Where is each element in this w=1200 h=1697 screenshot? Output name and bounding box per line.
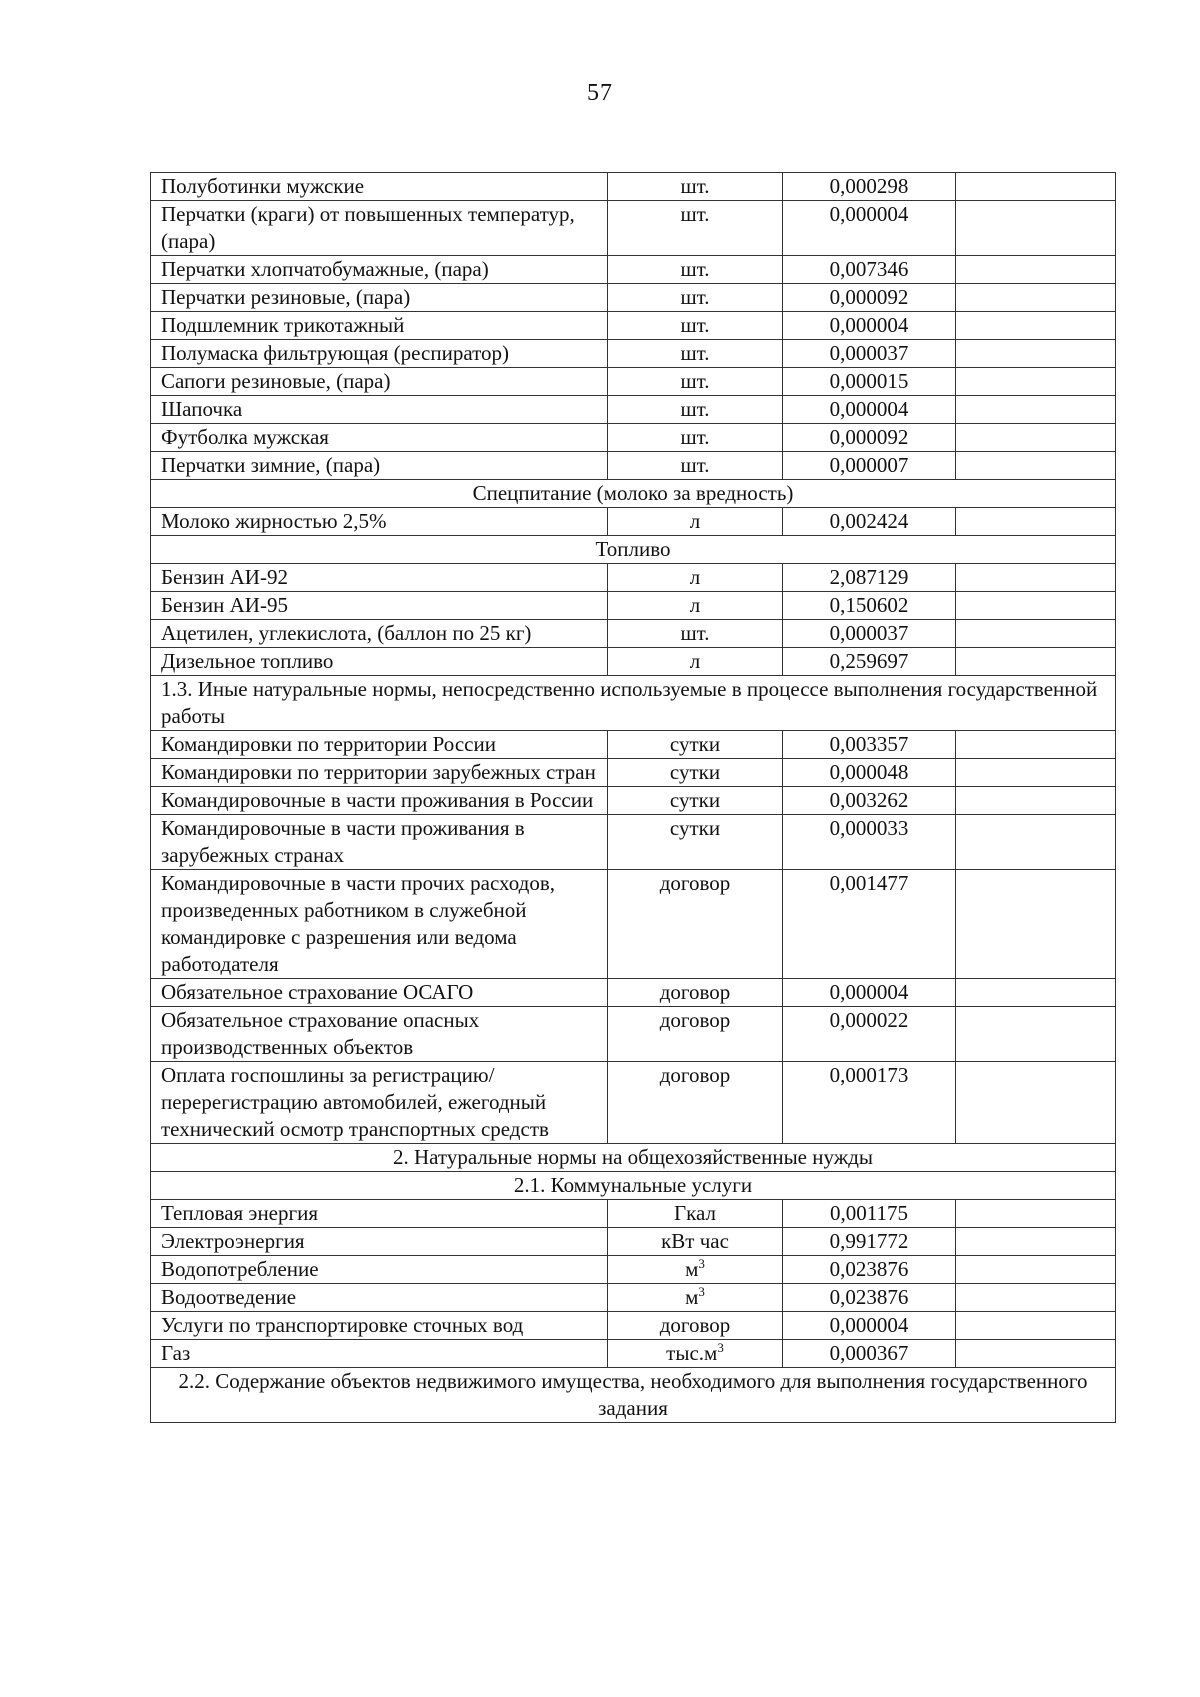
empty-cell bbox=[956, 1284, 1116, 1312]
empty-cell bbox=[956, 648, 1116, 676]
unit-text: л bbox=[689, 593, 701, 617]
value-cell: 0,150602 bbox=[783, 592, 956, 620]
table-row bbox=[151, 815, 1116, 870]
item-name-cell: Командировки по территории России bbox=[151, 731, 608, 759]
empty-cell bbox=[956, 424, 1116, 452]
unit-text: сутки bbox=[669, 760, 721, 784]
empty-cell bbox=[956, 1007, 1116, 1062]
unit-text: л bbox=[689, 649, 701, 673]
table-row bbox=[151, 508, 1116, 536]
section-title: 2.2. Содержание объектов недвижимого имущества, необходимого для выполнения государственного задания bbox=[151, 1368, 1116, 1423]
unit-cell bbox=[608, 396, 783, 424]
unit-text: сутки bbox=[669, 732, 721, 756]
table-row bbox=[151, 312, 1116, 340]
table-row bbox=[151, 787, 1116, 815]
table-row bbox=[151, 648, 1116, 676]
unit-cell bbox=[608, 815, 783, 870]
table-row bbox=[151, 284, 1116, 312]
table-row bbox=[151, 731, 1116, 759]
value-cell: 0,000037 bbox=[783, 340, 956, 368]
value-cell: 0,000298 bbox=[783, 173, 956, 201]
unit-text: л bbox=[689, 509, 701, 533]
unit-cell bbox=[608, 368, 783, 396]
item-name-cell: Молоко жирностью 2,5% bbox=[151, 508, 608, 536]
unit-text: шт. bbox=[680, 313, 710, 337]
unit-superscript: 3 bbox=[717, 1340, 724, 1355]
unit-cell bbox=[608, 452, 783, 480]
table-row bbox=[151, 340, 1116, 368]
item-name-cell: Бензин АИ-95 bbox=[151, 592, 608, 620]
item-name-cell: Тепловая энергия bbox=[151, 1200, 608, 1228]
value-cell: 0,007346 bbox=[783, 256, 956, 284]
value-cell: 0,000004 bbox=[783, 1312, 956, 1340]
value-cell: 0,003262 bbox=[783, 787, 956, 815]
unit-text: шт. bbox=[680, 202, 710, 226]
table-row bbox=[151, 173, 1116, 201]
value-cell: 0,001175 bbox=[783, 1200, 956, 1228]
value-cell: 0,000367 bbox=[783, 1340, 956, 1368]
unit-text: сутки bbox=[669, 816, 721, 840]
item-name-cell: Сапоги резиновые, (пара) bbox=[151, 368, 608, 396]
item-name-cell: Полумаска фильтрующая (респиратор) bbox=[151, 340, 608, 368]
item-name-cell: Обязательное страхование опасных производственных объектов bbox=[151, 1007, 608, 1062]
unit-text: шт. bbox=[680, 621, 710, 645]
table-row bbox=[151, 256, 1116, 284]
unit-text: л bbox=[689, 565, 701, 589]
value-cell: 0,000007 bbox=[783, 452, 956, 480]
empty-cell bbox=[956, 592, 1116, 620]
value-cell: 2,087129 bbox=[783, 564, 956, 592]
item-name-cell: Обязательное страхование ОСАГО bbox=[151, 979, 608, 1007]
value-cell: 0,001477 bbox=[783, 870, 956, 979]
norms-table bbox=[150, 172, 1116, 1423]
item-name-cell: Командировки по территории зарубежных стран bbox=[151, 759, 608, 787]
unit-cell bbox=[608, 731, 783, 759]
unit-text: м bbox=[685, 1257, 699, 1281]
unit-text: тыс.м bbox=[666, 1341, 718, 1365]
item-name-cell: Футболка мужская bbox=[151, 424, 608, 452]
unit-cell bbox=[608, 1007, 783, 1062]
unit-cell bbox=[608, 340, 783, 368]
empty-cell bbox=[956, 979, 1116, 1007]
value-cell: 0,000004 bbox=[783, 979, 956, 1007]
item-name-cell: Командировочные в части проживания в зарубежных странах bbox=[151, 815, 608, 870]
table-row bbox=[151, 424, 1116, 452]
value-cell: 0,000048 bbox=[783, 759, 956, 787]
item-name-cell: Ацетилен, углекислота, (баллон по 25 кг) bbox=[151, 620, 608, 648]
section-header-row bbox=[151, 1172, 1116, 1200]
item-name-cell: Дизельное топливо bbox=[151, 648, 608, 676]
unit-text: договор bbox=[659, 1313, 731, 1337]
item-name-cell: Командировочные в части проживания в России bbox=[151, 787, 608, 815]
unit-cell bbox=[608, 620, 783, 648]
table-row bbox=[151, 870, 1116, 979]
empty-cell bbox=[956, 508, 1116, 536]
value-cell: 0,991772 bbox=[783, 1228, 956, 1256]
unit-cell bbox=[608, 173, 783, 201]
unit-cell bbox=[608, 759, 783, 787]
item-name-cell: Подшлемник трикотажный bbox=[151, 312, 608, 340]
value-cell: 0,000092 bbox=[783, 424, 956, 452]
table-row bbox=[151, 592, 1116, 620]
value-cell: 0,000015 bbox=[783, 368, 956, 396]
item-name-cell: Командировочные в части прочих расходов, произведенных работником в служебной командировке с разрешения или ведома работодателя bbox=[151, 870, 608, 979]
value-cell: 0,000022 bbox=[783, 1007, 956, 1062]
value-cell: 0,023876 bbox=[783, 1256, 956, 1284]
unit-text: шт. bbox=[680, 257, 710, 281]
empty-cell bbox=[956, 1228, 1116, 1256]
table-row bbox=[151, 1284, 1116, 1312]
table-row bbox=[151, 759, 1116, 787]
empty-cell bbox=[956, 620, 1116, 648]
table-row bbox=[151, 1256, 1116, 1284]
item-name-cell: Шапочка bbox=[151, 396, 608, 424]
table-row bbox=[151, 1200, 1116, 1228]
unit-cell bbox=[608, 1200, 783, 1228]
section-header-row bbox=[151, 676, 1116, 731]
table-row bbox=[151, 368, 1116, 396]
table-row bbox=[151, 201, 1116, 256]
unit-cell bbox=[608, 312, 783, 340]
unit-cell bbox=[608, 787, 783, 815]
empty-cell bbox=[956, 731, 1116, 759]
value-cell: 0,002424 bbox=[783, 508, 956, 536]
item-name-cell: Водопотребление bbox=[151, 1256, 608, 1284]
unit-cell bbox=[608, 1312, 783, 1340]
value-cell: 0,000037 bbox=[783, 620, 956, 648]
unit-text: м bbox=[685, 1285, 699, 1309]
value-cell: 0,259697 bbox=[783, 648, 956, 676]
empty-cell bbox=[956, 173, 1116, 201]
section-header-row bbox=[151, 1368, 1116, 1423]
unit-text: шт. bbox=[680, 341, 710, 365]
value-cell: 0,003357 bbox=[783, 731, 956, 759]
empty-cell bbox=[956, 1062, 1116, 1144]
section-title: Спецпитание (молоко за вредность) bbox=[151, 480, 1116, 508]
item-name-cell: Бензин АИ-92 bbox=[151, 564, 608, 592]
unit-text: договор bbox=[659, 980, 731, 1004]
item-name-cell: Полуботинки мужские bbox=[151, 173, 608, 201]
item-name-cell: Услуги по транспортировке сточных вод bbox=[151, 1312, 608, 1340]
empty-cell bbox=[956, 201, 1116, 256]
unit-cell bbox=[608, 1062, 783, 1144]
value-cell: 0,000033 bbox=[783, 815, 956, 870]
unit-superscript: 3 bbox=[698, 1284, 705, 1299]
table-row bbox=[151, 1340, 1116, 1368]
unit-text: договор bbox=[659, 1063, 731, 1087]
unit-text: сутки bbox=[669, 788, 721, 812]
unit-cell bbox=[608, 284, 783, 312]
unit-superscript: 3 bbox=[698, 1256, 705, 1271]
empty-cell bbox=[956, 815, 1116, 870]
section-header-row bbox=[151, 1144, 1116, 1172]
item-name-cell: Перчатки резиновые, (пара) bbox=[151, 284, 608, 312]
empty-cell bbox=[956, 340, 1116, 368]
unit-cell bbox=[608, 1340, 783, 1368]
item-name-cell: Водоотведение bbox=[151, 1284, 608, 1312]
unit-cell bbox=[608, 1284, 783, 1312]
item-name-cell: Перчатки (краги) от повышенных температур, (пара) bbox=[151, 201, 608, 256]
empty-cell bbox=[956, 284, 1116, 312]
empty-cell bbox=[956, 312, 1116, 340]
section-header-row bbox=[151, 480, 1116, 508]
unit-cell bbox=[608, 592, 783, 620]
unit-text: шт. bbox=[680, 397, 710, 421]
section-title: 2. Натуральные нормы на общехозяйственные нужды bbox=[151, 1144, 1116, 1172]
table-row bbox=[151, 1007, 1116, 1062]
table-row bbox=[151, 1312, 1116, 1340]
unit-cell bbox=[608, 256, 783, 284]
unit-text: кВт час bbox=[661, 1229, 729, 1253]
empty-cell bbox=[956, 452, 1116, 480]
item-name-cell: Перчатки зимние, (пара) bbox=[151, 452, 608, 480]
table-row bbox=[151, 452, 1116, 480]
value-cell: 0,000092 bbox=[783, 284, 956, 312]
value-cell: 0,000173 bbox=[783, 1062, 956, 1144]
unit-text: договор bbox=[659, 1008, 731, 1032]
norms-table-body bbox=[151, 173, 1116, 1423]
table-row bbox=[151, 1228, 1116, 1256]
empty-cell bbox=[956, 256, 1116, 284]
unit-cell bbox=[608, 201, 783, 256]
unit-text: шт. bbox=[680, 453, 710, 477]
empty-cell bbox=[956, 870, 1116, 979]
empty-cell bbox=[956, 1200, 1116, 1228]
unit-text: шт. bbox=[680, 174, 710, 198]
table-row bbox=[151, 564, 1116, 592]
section-header-row bbox=[151, 536, 1116, 564]
table-row bbox=[151, 1062, 1116, 1144]
value-cell: 0,000004 bbox=[783, 201, 956, 256]
unit-text: шт. bbox=[680, 369, 710, 393]
empty-cell bbox=[956, 564, 1116, 592]
unit-cell bbox=[608, 979, 783, 1007]
unit-cell bbox=[608, 508, 783, 536]
unit-cell bbox=[608, 424, 783, 452]
section-title: Топливо bbox=[151, 536, 1116, 564]
empty-cell bbox=[956, 1312, 1116, 1340]
page-number: 57 bbox=[587, 80, 613, 106]
table-row bbox=[151, 979, 1116, 1007]
unit-cell bbox=[608, 1256, 783, 1284]
unit-text: договор bbox=[659, 871, 731, 895]
empty-cell bbox=[956, 396, 1116, 424]
empty-cell bbox=[956, 368, 1116, 396]
unit-text: шт. bbox=[680, 425, 710, 449]
unit-text: шт. bbox=[680, 285, 710, 309]
unit-cell bbox=[608, 564, 783, 592]
section-title: 1.3. Иные натуральные нормы, непосредственно используемые в процессе выполнения государственной работы bbox=[151, 676, 1116, 731]
item-name-cell: Электроэнергия bbox=[151, 1228, 608, 1256]
unit-cell bbox=[608, 870, 783, 979]
value-cell: 0,000004 bbox=[783, 312, 956, 340]
value-cell: 0,023876 bbox=[783, 1284, 956, 1312]
section-title: 2.1. Коммунальные услуги bbox=[151, 1172, 1116, 1200]
unit-cell bbox=[608, 648, 783, 676]
table-row bbox=[151, 396, 1116, 424]
empty-cell bbox=[956, 759, 1116, 787]
empty-cell bbox=[956, 1340, 1116, 1368]
item-name-cell: Оплата госпошлины за регистрацию/перерегистрацию автомобилей, ежегодный технический осмотр транспортных средств bbox=[151, 1062, 608, 1144]
empty-cell bbox=[956, 1256, 1116, 1284]
value-cell: 0,000004 bbox=[783, 396, 956, 424]
item-name-cell: Газ bbox=[151, 1340, 608, 1368]
unit-text: Гкал bbox=[673, 1201, 716, 1225]
item-name-cell: Перчатки хлопчатобумажные, (пара) bbox=[151, 256, 608, 284]
empty-cell bbox=[956, 787, 1116, 815]
unit-cell bbox=[608, 1228, 783, 1256]
table-row bbox=[151, 620, 1116, 648]
